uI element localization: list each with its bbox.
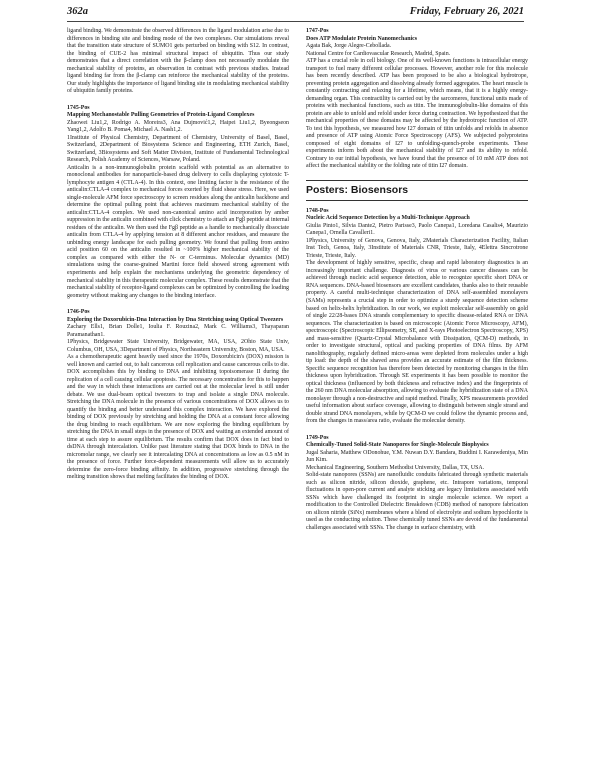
abstract-1748 [306, 208, 528, 426]
abstract-body: Anticalin is a non-immunoglobulin protein scaffold with potential as an alternative to monoclonal antibodies for nanoparticle-based drug delivery to cells displaying cytotoxic T-lymphocyte antigen 4 (CTLA-4). In this context, one limiting factor is the resistance of the anticalin:CTLA-4 complex to mechanical forces exerted by fluid shear stress. Here, we used single-molecule AFM force spectroscopy to screen residues along the anticalin backbone and determine the optimal pulling point that achieves maximum mechanical stability of the anticalin:CTLA-4 complex. We used non-canonical amino acid incorporation by amber suppression in the anticalin combined with click chemistry to attach an Fgβ peptide at internal residues of the anticalin. We then used the Fgβ peptide as a handle to mechanically dissociate anticalin from CTLA-4 by applying tension at 8 different anchor residues, and measure the unbinding energy landscape for each pulling geometry. We found that pulling from amino acid position 60 on the anticalin resulted in ~100% higher mechanical stability of the complex as compared with either the N- or C-terminus. Molecular dynamics (MD) simulations using the coarse-grained Martini force field showed strong agreement with experiments and help explain the mechanisms underlying the geometric dependency of mechanical stability in this therapeutic molecular complex. These results demonstrate that the mechanical stability of receptor-ligand complexes can be optimized by controlling the loading geometry without making any changes to the binding interface. [67, 164, 289, 299]
page-number: 362a [67, 6, 88, 17]
abstract-number: 1747-Pos [306, 28, 329, 34]
abstract-title: Chemically-Tuned Solid-State Nanopores for Single-Molecule Biophysics [306, 442, 489, 449]
abstract-authors: Zachary Ells1, Brian Dolle1, Ioulia F. Rouzina2, Mark C. Williams3, Thayaparan Paramanathan1. [67, 324, 289, 338]
abstract-1747 [306, 28, 528, 171]
abstract-affiliations: 1Institute of Physical Chemistry, Department of Chemistry, University of Basel, Basel, Switzerland, 2Department of Biosystems Science and Engineering, ETH Zurich, Basel, Switzerland, 3Biosystems and Soft Matter Division, Institute of Fundamental Technological Research, Polish Academy of Sciences, Warsaw, Poland. [67, 134, 289, 164]
abstract-number: 1749-Pos [306, 434, 329, 441]
abstract-authors: Agata Bak, Jorge Alegre-Cebollada. [306, 43, 392, 50]
abstract-1746 [67, 309, 289, 482]
abstract-body: ATP has a crucial role in cell biology. One of its well-known functions is intracellular energy transport to fuel many different cellular processes. However, another role for this molecule has been recently described. ATP has been proposed to be also a biological hydrotrope, preventing protein aggregation and dissolving already formed aggregates. The heart muscle is constantly contracting and relaxing for a lifetime, which means, that it is a highly energy-demanding organ. This contractility is carried out by the sarcomeres, functional units made of proteins with mechanical functions, such as titin. The immunoglobulin-like domains of this protein are able to unfold and refold under force during contraction. We hypothesized that the mechanical properties of these domains may be affected by the hydrotropic function of ATP. To test this hypothesis, we measured how I27 domain of titin unfolds and refolds in absence and presence of ATP using Atomic Force Spectroscopy (AFS). We subjected polyproteins composed of eight domains of I27 to unfolding-quench-probe experiments. These experiments inform both about the mechanical stability of I27 and its ability to refold. Contrary to our initial hypothesis, we have found that the presence of 10 mM ATP does not affect the mechanical stability or the folding rate of titin I27 domain. [306, 58, 528, 170]
left-column [67, 28, 289, 491]
abstract-affiliations: 1Physics, University of Genova, Genova, Italy, 2Materials Characterization Facility, Italian Inst Tech, Genoa, Italy, 3Institute of Materials CNR, Trieste, Italy, 4Elettra Sincrotrone Trieste, Trieste, Italy. [306, 237, 528, 259]
abstract-continuation [67, 28, 289, 96]
abstract-body: The development of highly sensitive, specific, cheap and rapid laboratory diagnostics is an increasingly important challenge. Diagnosis of virus or various cancer diseases can be achieved through nucleic acid sequence detection, able to recognize specific short DNA or RNA sequences. DNA-based biosensors are excellent candidates, thanks also to their reusable property. A careful multi-technique characterization of DNA self-assembled monolayers (SAMs) represents a crucial step in order to optimize a sturdy sequence detection scheme based on helix-helix hybridization. In our work, we exploit molecular self-assembly on gold of single 22/28-bases DNA strands complementary to specific disease-related RNA or DNA sequences. The characterization is based on microscopic (Atomic Force Microscopy, AFM), spectroscopic (Spectroscopic Ellipsometry, SE, and X-rays Photoelectron Spectroscopy, XPS) and mass-sensitive (Quartz-Crystal Microbalance with Dissipation, QCM-D) methods, in order to investigate structural, optical and packing properties of DNA films. By AFM nanolithography, regularly defined micro-areas were depleted from molecules under a high tip load: the depth of the shaved area provides an accurate estimate of the film thickness. Specific sequence recognition has therefore been detected by monitoring changes in the film thickness upon hybridization. Through SE experiments it has been possible to monitor the optical thickness (influenced by both thickness and refractive index) and the fingerprints of the 260 nm DNA molecular absorption, allowing to evaluate the hybridization state of a DNA monolayer through a non-destructive and rapid method. Finally, XPS measurements provided useful information about surface coverage, allowing to distinguish between single strand and double strand DNA monolayers, while by QCM-D we could follow the dynamic process and, from the changes in mass/area ratio, evaluate the molecular density. [306, 260, 528, 425]
right-column [306, 28, 528, 541]
abstract-body: As a chemotherapeutic agent heavily used since the 1970s, Doxorubicin's (DOX) mission is well known and carried out, to halt cancerous cell replication and cause cancerous cells to die. DOX accomplishes this by binding to DNA and inhibiting topoisomerase II during the replication of a cell causing cellular apoptosis. The necessary concentration for this to happen and the way in which these interactions are carried out at the molecular level is still under debate. We use dual-beam optical tweezers to trap and isolate a single DNA molecule. Stretching the DNA molecule in the presence of various concentrations of DOX allows us to quantify the binding and better understand this complex interaction. We have explored the binding of DOX previously by stretching and holding the DNA at a constant force allowing the drug binding to reach equilibrium. We are now exploring the binding equilibrium by stretching the DNA in small steps in the presence of DOX and waiting an extended amount of time at each step to assure equilibrium. The results confirm that DOX does in fact bind to dsDNA through intercalation. Unlike past literature stating that DOX binds to DNA in the micromolar range, we clearly see it intercalating DNA at concentrations as low as 0.5 nM in the presence of force. Further force-dependent measurements will allow us to accurately determine the zero-force binding affinity. In addition, progressive stretching through the melting transition shows that melting facilitates the binding of DOX. [67, 354, 289, 481]
abstract-1745 [67, 105, 289, 300]
abstract-body: ligand binding. We demonstrate the observed differences in the ligand modulation arise due to differences in binding site and binding mode of the two complexes. Our simulations reveal that the transition state structure of SUMO1 gets perturbed on binding with S12. In contrast, the binding of CUE-2 has minimal structural impact of ubiquitin. Thus our study demonstrates that a direct correlation with the β-clamp does not necessarily modulate the mechanical stability of proteins, an observation in contrast with previous studies. Instead ligand binding far from the β-clamp can reinforce the mechanical stability of the proteins. Our study highlights the importance of ligand binding site in modulating mechanical stability of ubiquitin family proteins. [67, 28, 289, 95]
abstract-title: Mapping Mechanostable Pulling Geometries of Protein-Ligand Complexes [67, 112, 255, 119]
abstract-number: 1745-Pos [67, 104, 90, 111]
abstract-affiliations: National Centre for Cardiovascular Research, Madrid, Spain. [306, 50, 451, 57]
issue-date: Friday, February 26, 2021 [409, 6, 524, 17]
abstract-1749 [306, 435, 528, 533]
abstract-title: Does ATP Modulate Protein Nanomechanics [306, 35, 418, 42]
abstract-title: Nucleic Acid Sequence Detection by a Multi-Technique Approach [306, 215, 470, 222]
header-rule [67, 21, 524, 22]
abstract-authors: Jugal Saharia, Matthew ODonohue, Y.M. Nuwan D.Y. Bandara, Buddini I. Karawdeniya, Min Jun Kim. [306, 449, 528, 464]
abstract-number: 1748-Pos [306, 207, 329, 214]
page-header [0, 0, 600, 24]
abstract-body: Solid-state nanopores (SSNs) are nanofluidic conduits fabricated through synthetic materials such as silicon nitride, silicon dioxide, graphene, etc. Intrapore variations, temporal fluctuations in open-pore current and analyte sticking are legacy limitations associated with SSNs which have challenged its footprint in single molecule science. We report a modification to the Controlled Dielectric Breakdown (CDB) method of nanopore fabrication on silicon nitride (SiNx) membranes where a blend of electrolyte and sodium hypochlorite is used as the conducting solution. These chemically tuned SSNs are devoid of the fundamental challenges associated with SSNs. The change in surface chemistry, with [306, 472, 528, 531]
abstract-authors: Zhaowei Liu1,2, Rodrigo A. Moreira3, Ana Dujmović1,2, Haipei Liu1,2, Byeongseon Yang1,2, Adolfo B. Poma4, Michael A. Nash1,2. [67, 119, 289, 134]
abstract-authors: Giulia Pinto1, Silvia Dante2, Pietro Parisse3, Paolo Canepa1, Loredana Casalis4, Maurizio Canepa1, Ornella Cavalleri1. [306, 222, 528, 237]
abstract-affiliations: Mechanical Engineering, Southern Methodist University, Dallas, TX, USA. [306, 464, 485, 471]
section-heading: Posters: Biosensors [306, 180, 528, 201]
abstract-title: Exploring the Doxorubicin-Dna Interaction by Dna Stretching using Optical Tweezers [67, 316, 284, 323]
abstract-affiliations: 1Physics, Bridgewater State University, Bridgewater, MA, USA, 2Ohio State Univ, Columbus, OH, USA, 3Department of Physics, Northeastern University, Boston, MA, USA. [67, 339, 289, 353]
abstract-number: 1746-Pos [67, 309, 90, 316]
